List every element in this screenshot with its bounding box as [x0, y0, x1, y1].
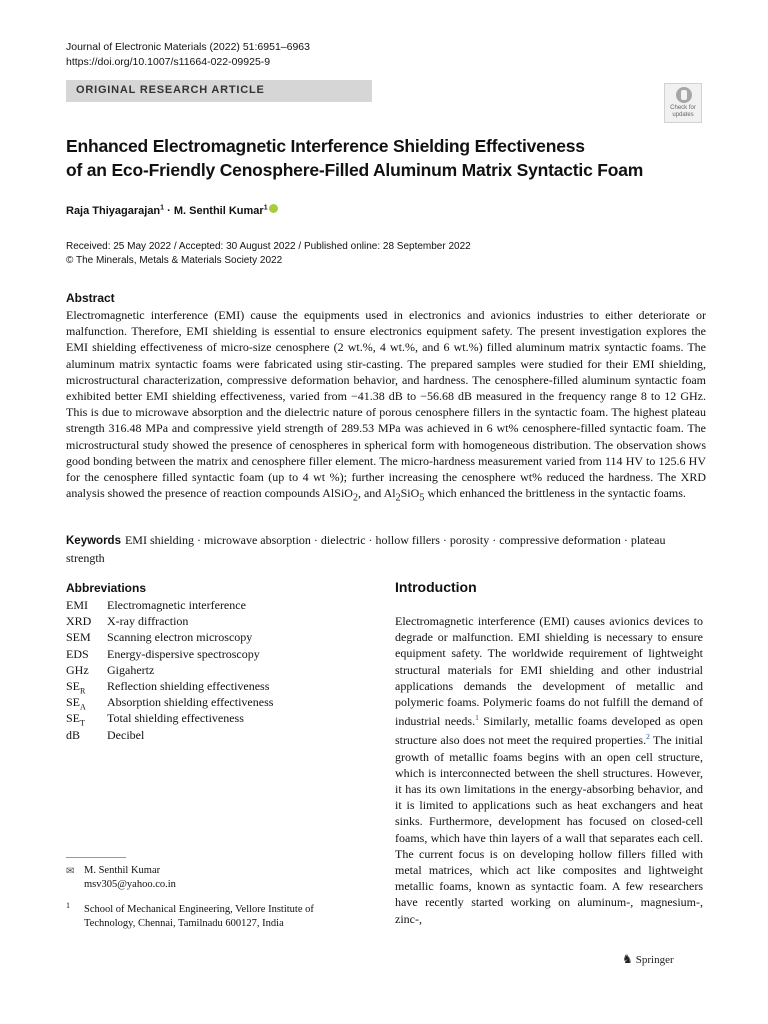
abbreviation-definition: Gigahertz — [107, 662, 155, 677]
compound-alsio2: AlSiO$_2$ — [322, 486, 358, 504]
abbreviation-definition: X-ray diffraction — [107, 614, 189, 629]
affiliation-number: 1 — [66, 901, 70, 910]
keywords-text: EMI shielding · microwave absorption · dielectric · hollow fillers · porosity · compressive deformation · plateau strength — [66, 533, 666, 565]
dates-line: Received: 25 May 2022 / Accepted: 30 August 2022 / Published online: 28 September 2022 — [66, 241, 471, 252]
keywords — [66, 532, 706, 566]
affiliation-text: School of Mechanical Engineering, Vellore Institute of Technology, Chennai, Tamilnadu 600127, India — [84, 904, 314, 929]
orcid-icon[interactable] — [269, 204, 278, 213]
journal-citation: Journal of Electronic Materials (2022) 51:6951–6963 — [66, 41, 310, 53]
abbreviation-definition: Energy-dispersive spectroscopy — [107, 646, 260, 661]
publication-dates — [66, 240, 471, 268]
envelope-icon: ✉ — [66, 866, 75, 877]
author-list — [66, 204, 278, 217]
author-separator: · — [164, 205, 174, 217]
check-for-updates-icon — [676, 87, 692, 103]
keywords-heading: Keywords — [66, 535, 121, 547]
corresponding-author-name: M. Senthil Kumar — [84, 865, 161, 876]
corresponding-author-email[interactable]: msv305@yahoo.co.in — [84, 879, 176, 890]
introduction-body — [395, 613, 703, 927]
author-name[interactable]: Raja Thiyagarajan — [66, 205, 161, 217]
check-for-updates-label: Check for updates — [670, 105, 696, 118]
abbreviations-heading: Abbreviations — [66, 581, 147, 595]
article-type-banner — [66, 80, 372, 102]
footnote-divider — [66, 857, 126, 858]
abbreviation-definition: Electromagnetic interference — [107, 598, 246, 612]
author-name[interactable]: M. Senthil Kumar — [173, 205, 264, 217]
intro-text-2: Similarly, metallic foams developed as open structure also does not meet the required properties. — [395, 714, 703, 748]
check-for-updates-badge[interactable] — [664, 83, 702, 123]
abbreviation-definition: Total shielding effectiveness — [107, 711, 244, 726]
publisher-footer — [622, 952, 674, 967]
article-type-label: ORIGINAL RESEARCH ARTICLE — [76, 84, 265, 96]
abstract-heading: Abstract — [66, 291, 115, 305]
author-affiliation-marker: 1 — [160, 204, 165, 212]
intro-text-3: The initial growth of metallic foams begins with an open cell structure, which is interconnected between the shell structures. However, it has its own limitations in the energy-absorbing behavior, and it is limited to applications such as heat exchangers and heat sinks. Furthermore, development has focused on closed-cell foams, which have thin layers of a wall that separates each cell. The current focus is on developing hollow fillers filled with metal matrices, which act like composites and lightweight metallic foams, known as syntactic foam. A few researchers have recently started working on aluminum-, magnesium-, zinc-, — [395, 733, 703, 926]
citation-ref-1[interactable]: 1 — [475, 713, 479, 723]
title-line-1: Enhanced Electromagnetic Interference Shielding Effectiveness — [66, 136, 585, 156]
abbreviation-term: dB — [66, 727, 81, 742]
abbreviation-row — [66, 597, 366, 613]
abbreviation-definition: Absorption shielding effectiveness — [107, 695, 274, 710]
title-line-2: of an Eco-Friendly Cenosphere-Filled Aluminum Matrix Syntactic Foam — [66, 160, 644, 180]
abbreviation-row — [66, 710, 366, 726]
compound-al2sio5: $Al_2SiO_5$ — [383, 486, 425, 504]
abbreviation-row — [66, 678, 366, 694]
author-affiliation-marker: 1 — [263, 204, 268, 212]
abbreviation-term: EDS — [66, 646, 89, 661]
abstract-body: Electromagnetic interference (EMI) cause the equipments used in electronics and avionics industries to either deteriorate or malfunction. Therefore, EMI shielding is essential to ensure electronics equipment safety. The present investigation explores the EMI shielding effectiveness of micro-size cenosphere (2 wt.%, 4 wt.%, and 6 wt.%) filled aluminum matrix syntactic foams. The aluminum matrix syntactic foams were fabricated using stir-casting. The prepared samples were studied for their EMI shielding, microstructural characterization, compressive deformation behavior, and hardness. The cenosphere-filled aluminum syntactic foam exhibited better EMI shielding effectiveness, varied from −41.38 dB to −56.68 dB measured in the frequency range 8 to 12 GHz. This is due to microwave absorption and the dielectric nature of porous cenosphere fillers in the syntactic foam. The highest plateau strength 316.48 MPa and compressive yield strength of 289.53 MPa was achieved in 6 wt% cenosphere-filled syntactic foam. The microstructural study showed the presence of cenospheres in spherical form with homogeneous distribution. The observation shows good bonding between the matrix and cenosphere filler element. The micro-hardness measurement varied from 114 HV to 125.6 HV for the cenosphere filled syntactic foam (up to 4 wt %); further increasing the cenosphere wt% reduced the hardness. The XRD analysis showed the presence of reaction compounds AlSiO$_2$, and $Al_2SiO_5$ which enhanced the brittleness in the syntactic foams. — [66, 308, 706, 504]
abbreviation-term: $SE_R$ — [66, 678, 86, 696]
abbreviation-row — [66, 694, 366, 710]
abbreviation-term: $SE_T$ — [66, 711, 85, 728]
abbreviation-term: $SE_A$ — [66, 695, 86, 712]
publisher-name: Springer — [635, 954, 674, 966]
abstract-tail: which enhanced the brittleness in the syntactic foams. — [424, 486, 686, 501]
doi-link[interactable]: https://doi.org/10.1007/s11664-022-09925-9 — [66, 56, 271, 68]
article-title — [66, 134, 706, 182]
copyright-line: © The Minerals, Metals & Materials Society 2022 — [66, 255, 283, 266]
abbreviation-row — [66, 727, 366, 743]
abstract-text: Electromagnetic interference (EMI) cause the equipments used in electronics and avionics industries to either deteriorate or malfunction. Therefore, EMI shielding is essential to ensure electronics equipment safety. The present investigation explores the EMI shielding effectiveness of micro-size cenosphere (2 wt.%, 4 wt.%, and 6 wt.%) filled aluminum matrix syntactic foams. The aluminum matrix syntactic foams were fabricated using stir-casting. The prepared samples were studied for their EMI shielding, microstructural characterization, compressive deformation behavior, and hardness. The cenosphere-filled aluminum syntactic foam exhibited better EMI shielding effectiveness, varied from −41.38 dB to −56.68 dB measured in the frequency range 8 to 12 GHz. This is due to microwave absorption and the dielectric nature of porous cenosphere fillers in the syntactic foam. The highest plateau strength 316.48 MPa and compressive yield strength of 289.53 MPa was achieved in 6 wt% cenosphere-filled syntactic foam. The microstructural study showed the presence of cenospheres in spherical form with homogeneous distribution. The observation shows good bonding between the matrix and cenosphere filler element. The micro-hardness measurement varied from 114 HV to 125.6 HV for the cenosphere filled syntactic foam (up to 4 wt %); further increasing the cenosphere wt% reduced the hardness. The XRD analysis showed the presence of reaction compounds — [66, 308, 706, 501]
abbreviation-term: SEM — [66, 630, 91, 645]
intro-text-1: Electromagnetic interference (EMI) causes avionics devices to degrade or malfunction. EMI shielding is necessary to ensure equipment safety. The worldwide requirement of lightweight structural materials for EMI shielding and other industrial applications demands the development of metallic and polymeric foams. Polymeric foams do not fulfill the demand of industrial needs. — [395, 614, 703, 729]
abbreviation-row — [66, 629, 366, 645]
introduction-heading: Introduction — [395, 579, 477, 595]
abbreviation-term: EMI — [66, 598, 88, 612]
abbreviation-row — [66, 662, 366, 678]
abbreviation-definition: Decibel — [107, 727, 145, 742]
abbreviation-row — [66, 646, 366, 662]
abbreviation-definition: Scanning electron microscopy — [107, 630, 253, 645]
abbreviation-term: GHz — [66, 662, 89, 677]
springer-horse-icon: ♞ — [622, 952, 633, 966]
abbreviations-list — [66, 597, 366, 743]
abbreviation-row — [66, 613, 366, 629]
abbreviation-term: XRD — [66, 614, 92, 629]
citation-ref-2[interactable]: 2 — [646, 732, 650, 742]
abbreviation-definition: Reflection shielding effectiveness — [107, 678, 270, 693]
